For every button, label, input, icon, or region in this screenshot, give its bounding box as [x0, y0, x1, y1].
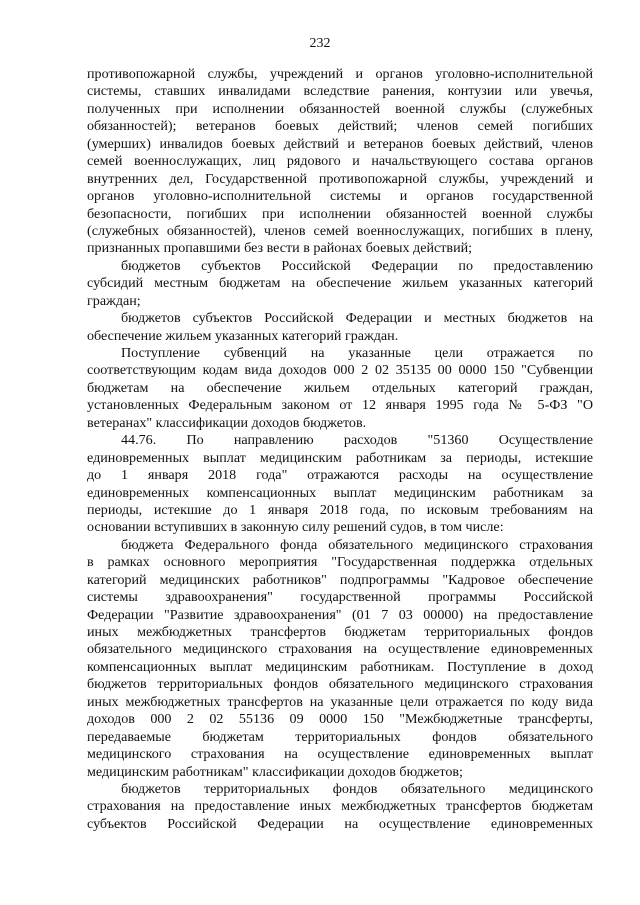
text-line: соответствующим кодам вида доходов 000 2 02 35135 00 0000 150 "Субвенции	[87, 362, 593, 379]
text-line: признанных пропавшими без вести в районах боевых действий;	[87, 240, 473, 257]
text-line: единовременных выплат медицинским работникам за периоды, истекшие	[87, 449, 593, 466]
document-body	[87, 66, 593, 833]
text-line: бюджетов субъектов Российской Федерации по предоставлению	[121, 257, 593, 274]
text-line: компенсационных выплат медицинским работникам. Поступление в доход	[87, 658, 593, 675]
text-line: медицинским работникам" классификации доходов бюджетов;	[87, 763, 463, 780]
text-line: обеспечение жильем указанных категорий граждан.	[87, 327, 399, 344]
text-line: бюджетов территориальных фондов обязательного медицинского страхования	[87, 676, 593, 693]
text-line: 44.76. По направлению расходов "51360 Осуществление	[121, 432, 593, 449]
text-line: субъектов Российской Федерации на осуществление единовременных	[87, 815, 593, 832]
text-line: граждан;	[87, 292, 141, 309]
text-line: установленных Федеральным законом от 12 января 1995 года № 5-ФЗ "О	[87, 397, 593, 414]
text-line: обязательного медицинского страхования на осуществление единовременных	[87, 641, 593, 658]
text-line: бюджетам на обеспечение жильем отдельных категорий граждан,	[87, 379, 593, 396]
page-number: 232	[309, 36, 331, 51]
text-line: иных межбюджетных трансфертов бюджетам территориальных фондов	[87, 624, 593, 640]
text-line: периоды, истекшие до 1 января 2018 года, по исковым требованиям на	[87, 501, 593, 518]
text-line: (служебных обязанностей), членов семей военнослужащих, погибших в плену,	[87, 222, 593, 239]
text-line: иных межбюджетных трансфертов на указанные цели отражается по коду вида	[87, 693, 593, 710]
text-line: внутренних дел, Государственной противопожарной службы, учреждений и	[87, 170, 593, 187]
text-line: системы здравоохранения" государственной программы Российской	[87, 589, 593, 606]
text-line: страхования на предоставление иных межбюджетных трансфертов бюджетам	[87, 798, 593, 815]
text-line: обязанностей); ветеранов боевых действий; членов семей погибших	[87, 118, 593, 135]
text-line: передаваемые бюджетам территориальных фондов обязательного	[87, 728, 593, 745]
text-line: противопожарной службы, учреждений и органов уголовно-исполнительной	[87, 66, 593, 82]
text-line: полученных при исполнении обязанностей военной службы (служебных	[87, 100, 593, 117]
text-line: бюджета Федерального фонда обязательного медицинского страхования	[121, 536, 593, 553]
text-line: бюджетов субъектов Российской Федерации и местных бюджетов на	[121, 310, 593, 327]
text-line: (умерших) инвалидов боевых действий и ветеранов боевых действий, членов	[87, 135, 593, 152]
text-line: в рамках основного мероприятия "Государственная поддержка отдельных	[87, 554, 593, 571]
text-line: Поступление субвенций на указанные цели отражается по	[121, 345, 593, 361]
text-line: бюджетов территориальных фондов обязательного медицинского	[121, 780, 593, 797]
text-line: системы, ставших инвалидами вследствие ранения, контузии или увечья,	[87, 83, 593, 100]
text-line: ветеранах" классификации доходов бюджетов.	[87, 414, 367, 431]
text-line: безопасности, погибших при исполнении обязанностей военной службы	[87, 205, 593, 222]
text-line: доходов 000 2 02 55136 09 0000 150 "Межбюджетные трансферты,	[87, 711, 593, 728]
text-line: медицинского страхования на осуществление единовременных выплат	[87, 746, 593, 763]
text-line: семей военнослужащих, лиц рядового и начальствующего состава органов	[87, 153, 593, 170]
text-line: основании вступивших в законную силу решений судов, в том числе:	[87, 519, 504, 536]
text-line: единовременных компенсационных выплат медицинским работникам за	[87, 484, 593, 501]
text-line: Федерации "Развитие здравоохранения" (01 7 03 00000) на предоставление	[87, 606, 593, 623]
text-line: до 1 января 2018 года" отражаются расходы на осуществление	[87, 467, 593, 484]
text-line: категорий медицинских работников" подпрограммы "Кадровое обеспечение	[87, 571, 593, 588]
text-line: субсидий местным бюджетам на обеспечение жильем указанных категорий	[87, 275, 593, 292]
text-line: органов уголовно-исполнительной системы и органов государственной	[87, 188, 593, 205]
